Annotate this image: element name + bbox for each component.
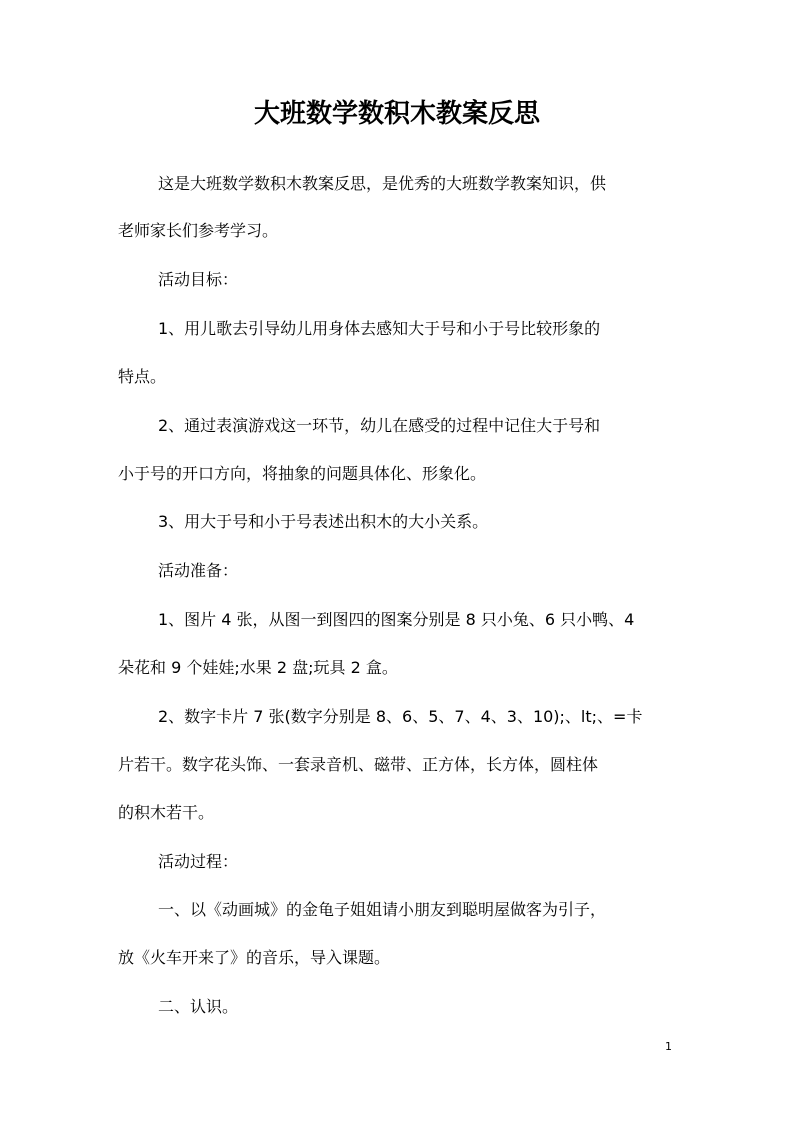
paragraph-line: 一、以《动画城》的金龟子姐姐请小朋友到聪明屋做客为引子， [158,900,607,919]
page-number: 1 [665,1040,672,1053]
document-title: 大班数学数积木教案反思 [253,99,540,129]
list-item-line: 特点。 [118,367,167,386]
list-item-line: 的积木若干。 [118,803,215,822]
paragraph-line: 这是大班数学数积木教案反思，是优秀的大班数学教案知识，供 [158,174,607,193]
list-item-line: 2、通过表演游戏这一环节，幼儿在感受的过程中记住大于号和 [158,416,601,435]
list-item-line: 片若干。数字花头饰、一套录音机、磁带、正方体，长方体，圆柱体 [118,755,599,774]
section-heading: 活动准备： [158,561,239,580]
list-item-line: 朵花和 9 个娃娃;水果 2 盘;玩具 2 盒。 [118,658,398,677]
section-heading: 活动过程： [158,852,239,871]
list-item-line: 3、用大于号和小于号表述出积木的大小关系。 [158,512,489,531]
list-item-line: 1、图片 4 张，从图一到图四的图案分别是 8 只小兔、6 只小鸭、4 [158,610,635,629]
list-item-line: 小于号的开口方向，将抽象的问题具体化、形象化。 [118,464,487,483]
paragraph-line: 老师家长们参考学习。 [118,221,279,240]
paragraph-line: 放《火车开来了》的音乐，导入课题。 [118,948,391,967]
section-heading: 二、认识。 [158,997,239,1016]
section-heading: 活动目标： [158,270,239,289]
list-item-line: 1、用儿歌去引导幼儿用身体去感知大于号和小于号比较形象的 [158,319,601,338]
list-item-line: 2、数字卡片 7 张(数字分别是 8、6、5、7、4、3、10);、lt;、=卡 [158,707,643,726]
